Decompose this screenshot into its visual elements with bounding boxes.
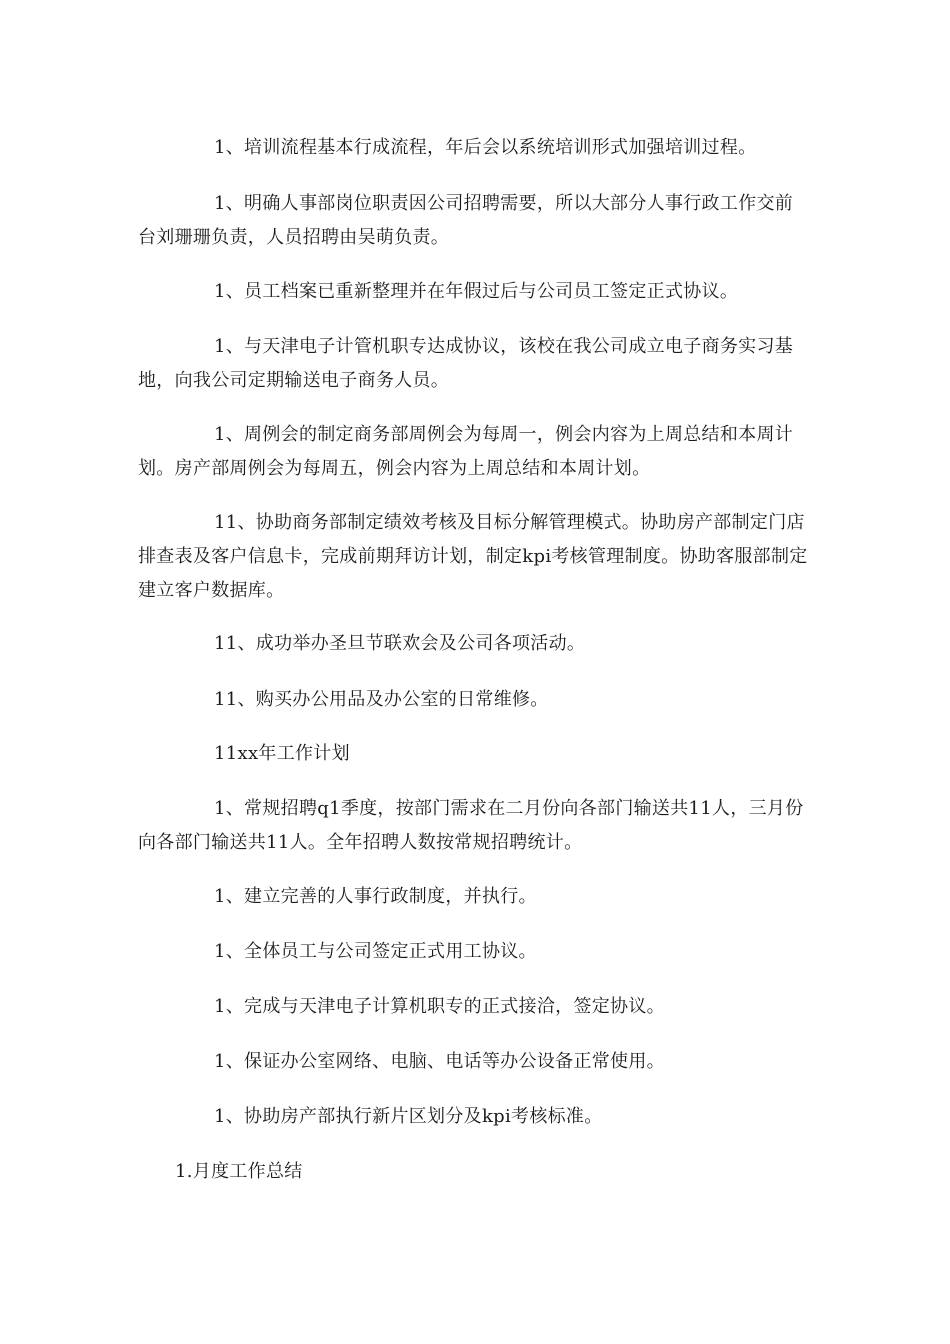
paragraph-recruitment-plan: 1、常规招聘q1季度，按部门需求在二月份向各部门输送共11人，三月份向各部门输送共11人。全年招聘人数按常规招聘统计。 <box>138 798 804 853</box>
paragraph-year-plan-title: 11xx年工作计划 <box>214 743 350 764</box>
paragraph-office-equipment: 1、保证办公室网络、电脑、电话等办公设备正常使用。 <box>214 1051 665 1072</box>
paragraph-office-supplies: 11、购买办公用品及办公室的日常维修。 <box>214 689 549 710</box>
paragraph-hr-system: 1、建立完善的人事行政制度，并执行。 <box>214 886 537 907</box>
paragraph-school-agreement: 1、与天津电子计管机职专达成协议，该校在我公司成立电子商务实习基地，向我公司定期输送电子商务人员。 <box>138 336 794 391</box>
paragraph-hr-responsibilities: 1、明确人事部岗位职责因公司招聘需要，所以大部分人事行政工作交前台刘珊珊负责，人员招聘由吴萌负责。 <box>138 193 794 248</box>
paragraph-kpi-standard: 1、协助房产部执行新片区划分及kpi考核标准。 <box>214 1106 603 1127</box>
section-heading: 1.月度工作总结 <box>175 1161 303 1182</box>
paragraph-christmas-party: 11、成功举办圣旦节联欢会及公司各项活动。 <box>214 633 586 654</box>
paragraph-performance-assist: 11、协助商务部制定绩效考核及目标分解管理模式。协助房产部制定门店排查表及客户信息卡，完成前期拜访计划，制定kpi考核管理制度。协助客服部制定建立客户数据库。 <box>138 512 808 601</box>
paragraph-school-contact: 1、完成与天津电子计算机职专的正式接洽，签定协议。 <box>214 996 665 1017</box>
paragraph-employee-files: 1、员工档案已重新整理并在年假过后与公司员工签定正式协议。 <box>214 281 739 302</box>
paragraph-weekly-meetings: 1、周例会的制定商务部周例会为每周一，例会内容为上周总结和本周计划。房产部周例会为每周五，例会内容为上周总结和本周计划。 <box>138 424 794 479</box>
paragraph-employment-contract: 1、全体员工与公司签定正式用工协议。 <box>214 941 537 962</box>
paragraph-training-process: 1、培训流程基本行成流程，年后会以系统培训形式加强培训过程。 <box>214 137 757 158</box>
